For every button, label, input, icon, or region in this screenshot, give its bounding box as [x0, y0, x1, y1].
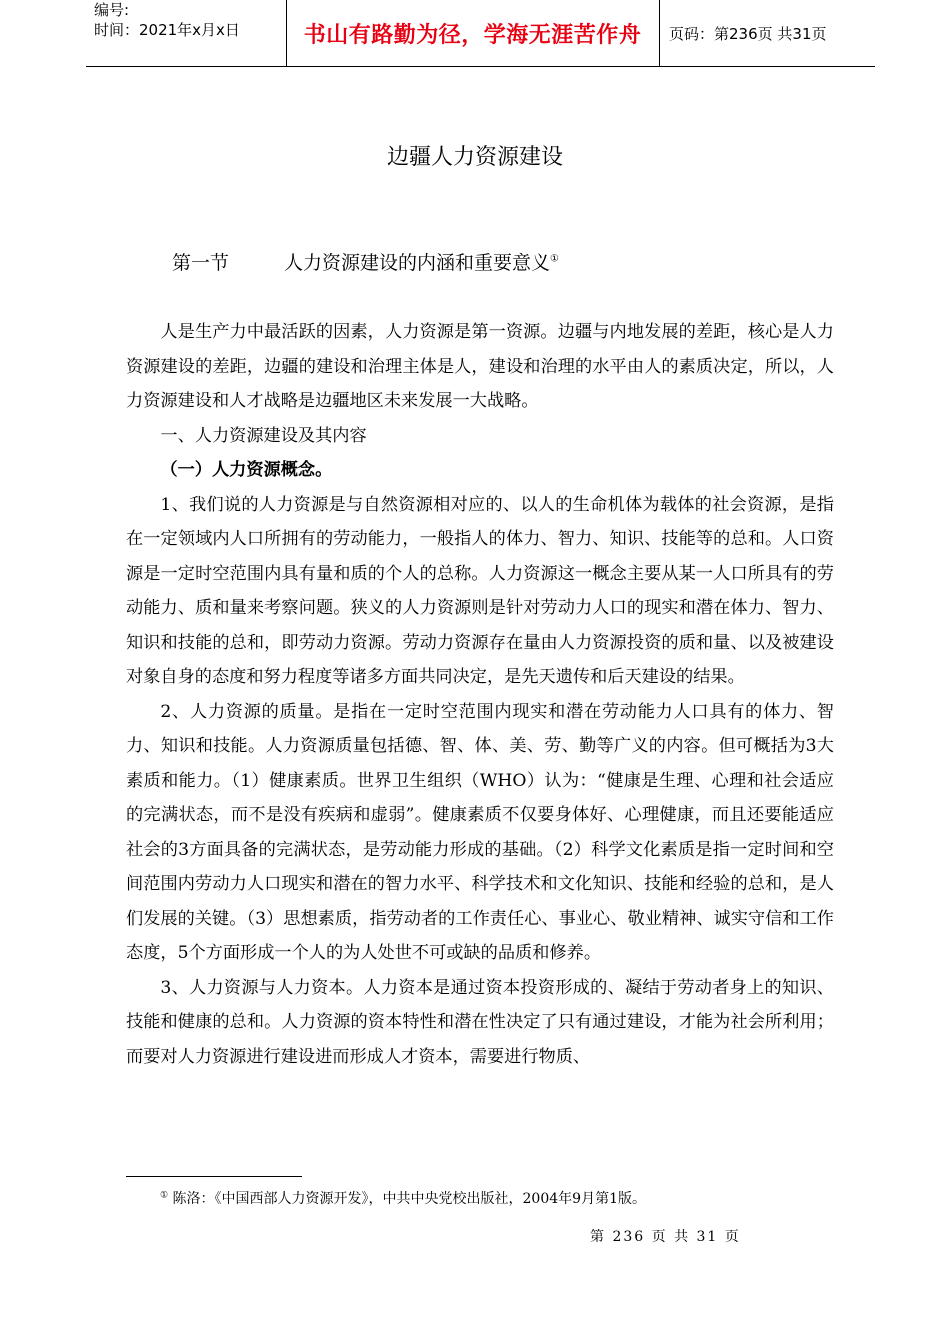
footnote-rule [126, 1176, 302, 1177]
paragraph: 2、人力资源的质量。是指在一定时空范围内现实和潜在劳动能力人口具有的体力、智力、知识和技能。人力资源质量包括德、智、体、美、劳、勤等广义的内容。但可概括为3大素质和能力。（1）健康素质。世界卫生组织（WHO）认为：“健康是生理、心理和社会适应的完满状态，而不是没有疾病和虚弱”。健康素质不仅要身体好、心理健康，而且还要能适应社会的3方面具备的完满状态，是劳动能力形成的基础。（2）科学文化素质是指一定时间和空间范围内劳动力人口现实和潜在的智力水平、科学技术和文化知识、技能和经验的总和，是人们发展的关键。（3）思想素质，指劳动者的工作责任心、事业心、敬业精神、诚实守信和工作态度，5个方面形成一个人的为人处世不可或缺的品质和修养。 [126, 701, 834, 963]
section-heading [172, 248, 559, 275]
header-motto: 书山有路勤为径，学海无涯苦作舟 [303, 22, 642, 48]
section-number: 第一节 [172, 252, 230, 274]
header-page-label: 页码：第236页 共31页 [669, 24, 827, 43]
document-body [126, 315, 834, 1074]
paragraph: 人是生产力中最活跃的因素，人力资源是第一资源。边疆与内地发展的差距，核心是人力资源建设的差距，边疆的建设和治理主体是人，建设和治理的水平由人的素质决定，所以，人力资源建设和人才战略是边疆地区未来发展一大战略。 [126, 322, 834, 411]
document-title: 边疆人力资源建设 [386, 145, 563, 170]
footnote-ref: ① [550, 253, 559, 265]
code-label: 编号: [94, 1, 130, 19]
date-label: 时间：2021年x月x日 [94, 21, 240, 39]
section-title: 人力资源建设的内涵和重要意义 [284, 252, 551, 274]
footnote-text: 陈洛：《中国西部人力资源开发》，中共中央党校出版社，2004年9月第1版。 [172, 1191, 646, 1207]
paragraph: 1、我们说的人力资源是与自然资源相对应的、以人的生命机体为载体的社会资源，是指在一定领域内人口所拥有的劳动能力，一般指人的体力、智力、知识、技能等的总和。人口资源是一定时空范围内具有量和质的个人的总称。人力资源这一概念主要从某一人口所具有的劳动能力、质和量来考察问题。狭义的人力资源则是针对劳动力人口的现实和潜在体力、智力、知识和技能的总和，即劳动力资源。劳动力资源存在量由人力资源投资的质和量、以及被建设对象自身的态度和努力程度等诸多方面共同决定，是先天遗传和后天建设的结果。 [126, 494, 834, 687]
page-header [86, 0, 875, 67]
page-footer: 第 236 页 共 31 页 [590, 1229, 741, 1245]
header-page-cell [659, 0, 875, 66]
subheading-bold: （一）人力资源概念。 [160, 460, 333, 480]
footnote [160, 1188, 646, 1208]
footnote-mark: ① [160, 1190, 169, 1201]
subheading: 一、人力资源建设及其内容 [160, 425, 367, 446]
header-motto-cell [286, 0, 660, 66]
header-meta [86, 0, 287, 66]
paragraph: 3、人力资源与人力资本。人力资本是通过资本投资形成的、凝结于劳动者身上的知识、技能和健康的总和。人力资源的资本特性和潜在性决定了只有通过建设，才能为社会所利用；而要对人力资源进行建设进而形成人才资本，需要进行物质、 [126, 977, 834, 1067]
